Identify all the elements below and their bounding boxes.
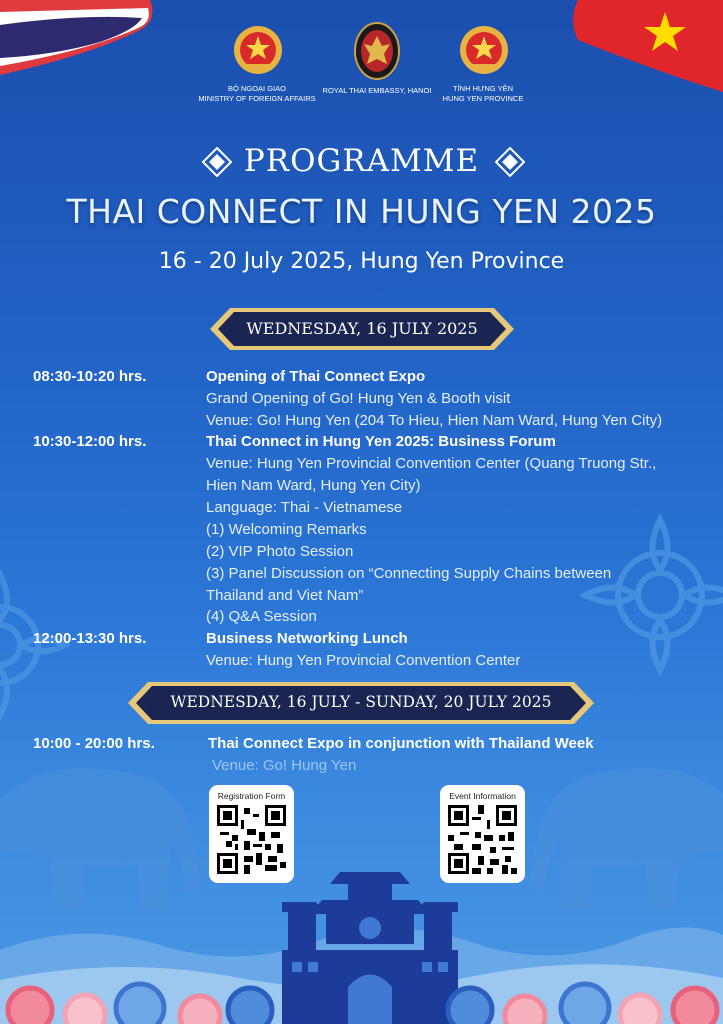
event-info-qr-card[interactable] [440, 785, 525, 883]
event-venue: Venue: Hung Yen Provincial Convention Center [206, 652, 521, 669]
qr-label: Event Information [449, 791, 516, 801]
day2-banner-text: WEDNESDAY, 16 JULY - SUNDAY, 20 JULY 2025 [170, 693, 552, 711]
registration-qr-card[interactable] [209, 785, 294, 883]
day1-banner [210, 306, 514, 352]
qr-code-icon [217, 805, 286, 874]
org-name-en: HUNG YEN PROVINCE [442, 93, 524, 103]
org-name-embassy: ROYAL THAI EMBASSY, HANOI [322, 86, 432, 95]
org-name-vi: TỈNH HƯNG YÊN [452, 84, 514, 93]
event-venue: Venue: Hung Yen Provincial Convention Center (Quang Truong Str., [206, 455, 657, 472]
event-time: 08:30-10:20 hrs. [33, 368, 147, 385]
royal-thai-embassy-emblem-icon [354, 22, 400, 80]
event-venue: Venue: Go! Hung Yen [212, 757, 357, 774]
agenda-item: (1) Welcoming Remarks [206, 521, 367, 538]
event-venue: Hien Nam Ward, Hung Yen City) [206, 477, 421, 494]
org-name-vi: BỘ NGOẠI GIAO [228, 84, 286, 93]
event-time: 10:30-12:00 hrs. [33, 433, 147, 450]
day2-banner [128, 680, 594, 726]
event-time: 10:00 - 20:00 hrs. [33, 735, 155, 752]
hung-yen-emblem-icon [458, 24, 510, 78]
event-venue: Venue: Go! Hung Yen (204 To Hieu, Hien Nam Ward, Hung Yen City) [206, 412, 663, 429]
cloud-pattern-bottom [0, 970, 723, 1024]
vietnam-national-emblem-icon [232, 24, 284, 78]
event-language: Language: Thai - Vietnamese [206, 499, 403, 516]
thailand-flag-icon [0, 0, 155, 95]
event-title-expo: Thai Connect Expo in conjunction with Thailand Week [208, 735, 594, 752]
org-name-en: MINISTRY OF FOREIGN AFFAIRS [198, 93, 316, 103]
org-label-embassy [322, 86, 432, 96]
event-detail: Grand Opening of Go! Hung Yen & Booth visit [206, 390, 511, 407]
programme-heading: PROGRAMME [243, 143, 480, 179]
org-label-province [428, 84, 538, 103]
vietnam-flag-icon [573, 0, 723, 92]
event-date-location: 16 - 20 July 2025, Hung Yen Province [158, 249, 565, 274]
diamond-ornament-right-icon [495, 147, 525, 177]
agenda-item: (2) VIP Photo Session [206, 543, 354, 560]
event-title-lunch: Business Networking Lunch [206, 630, 408, 647]
qr-code-icon [448, 805, 517, 874]
org-label-ministry [198, 84, 316, 103]
agenda-item: Thailand and Viet Nam” [206, 587, 364, 604]
event-time: 12:00-13:30 hrs. [33, 630, 147, 647]
event-title-opening: Opening of Thai Connect Expo [206, 368, 426, 385]
event-title-forum: Thai Connect in Hung Yen 2025: Business Forum [206, 433, 556, 450]
agenda-item: (4) Q&A Session [206, 608, 317, 625]
thai-floral-motif-right [580, 510, 723, 680]
day1-banner-text: WEDNESDAY, 16 JULY 2025 [246, 319, 478, 338]
event-title: THAI CONNECT IN HUNG YEN 2025 [66, 192, 657, 231]
qr-label: Registration Form [217, 791, 286, 801]
agenda-item: (3) Panel Discussion on “Connecting Supply Chains between [206, 565, 612, 582]
